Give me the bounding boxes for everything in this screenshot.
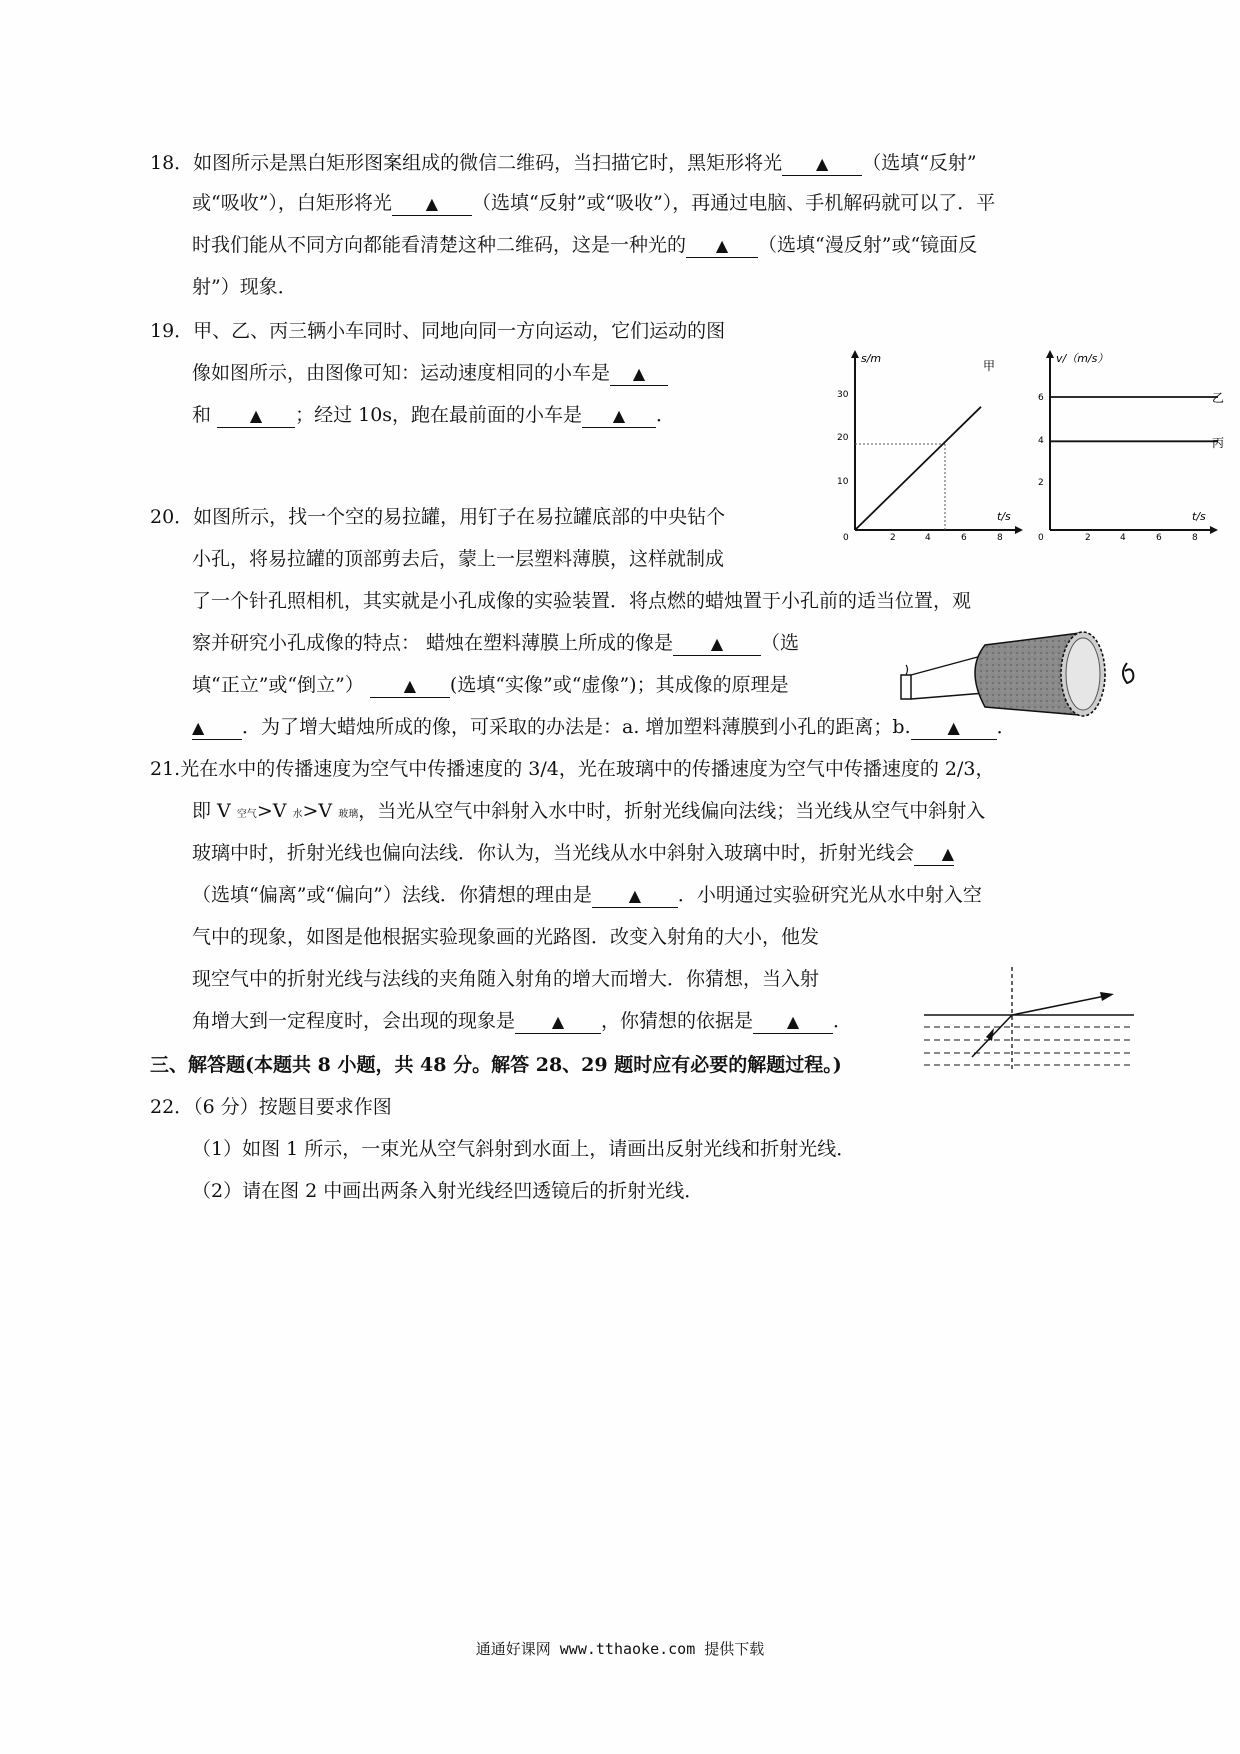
answer-blank[interactable]: ▲ (610, 363, 668, 386)
vt-xtick: 6 (1156, 533, 1162, 543)
series-yi-label: 乙 (1212, 391, 1225, 405)
incident-arrow (986, 1028, 994, 1041)
answer-blank[interactable]: ▲ (370, 675, 450, 698)
light-ray (911, 693, 985, 699)
st-xtick: 4 (925, 533, 931, 543)
vt-ytick: 6 (1038, 393, 1044, 403)
vt-origin: 0 (1038, 533, 1044, 543)
series-jia-label: 甲 (983, 359, 996, 373)
q22-part2: （2）请在图 2 中画出两条入射光线经凹透镜后的折射光线． (192, 1180, 704, 1202)
q21-line4: （选填“偏离”或“偏向”）法线．你猜想的理由是 ▲ ．小明通过实验研究光从水中射入空 (192, 884, 982, 906)
page-footer: 通通好课网 www.tthaoke.com 提供下载 (475, 1640, 765, 1658)
vt-xtick: 2 (1085, 533, 1091, 543)
series-jia-line (855, 407, 981, 530)
light-ray (911, 655, 985, 675)
answer-blank[interactable]: ▲ (753, 1011, 833, 1034)
st-ytick: 20 (837, 433, 849, 443)
st-x-arrow (1015, 526, 1023, 534)
vt-x-arrow (1210, 526, 1218, 534)
candle-icon (901, 665, 911, 699)
q19-line2: 像如图所示，由图像可知：运动速度相同的小车是 ▲ (192, 360, 668, 386)
answer-blank[interactable]: ▲ (686, 235, 758, 258)
answer-blank[interactable]: ▲ (592, 885, 678, 908)
q20-line4: 察并研究小孔成像的特点： 蜡烛在塑料薄膜上所成的像是 ▲ （选 (192, 632, 800, 654)
eye-icon (1123, 663, 1133, 683)
q20-line2: 小孔，将易拉罐的顶部剪去后，蒙上一层塑料薄膜，这样就制成 (192, 548, 725, 570)
refracted-arrow (1100, 992, 1114, 1001)
q22-part1: （1）如图 1 所示，一束光从空气斜射到水面上，请画出反射光线和折射光线． (192, 1138, 856, 1160)
vt-xtick: 8 (1192, 533, 1198, 543)
q22-title: 22．（6 分）按题目要求作图 (150, 1096, 392, 1118)
q18-line3: 时我们能从不同方向都能看清楚这种二维码，这是一种光的 ▲ （选填“漫反射”或“镜面反 (192, 234, 978, 256)
series-bing-label: 丙 (1212, 436, 1225, 450)
q21-line1: 21.光在水中的传播速度为空气中传播速度的 3/4，光在玻璃中的传播速度为空气中传播速度的 2/3， (150, 758, 995, 780)
refracted-ray (1012, 995, 1110, 1015)
section-heading: 三、解答题(本题共 8 小题，共 48 分。解答 28、29 题时应有必要的解题过程。) (150, 1054, 842, 1076)
st-xtick: 2 (890, 533, 896, 543)
vt-chart (1038, 350, 1224, 543)
st-ytick: 10 (837, 477, 849, 487)
q19-line1: 19．甲、乙、丙三辆小车同时、同地向同一方向运动，它们运动的图 (150, 320, 726, 342)
vt-ylabel: v/（m/s） (1056, 352, 1109, 365)
st-xtick: 8 (997, 533, 1003, 543)
refraction-figure (920, 965, 1140, 1075)
st-xlabel: t/s (997, 510, 1011, 523)
q20-line6: ▲ ．为了增大蜡烛所成的像，可采取的办法是：a. 增加塑料薄膜到小孔的距离；b. ▲ ． (192, 716, 1016, 738)
q21-line7: 角增大到一定程度时，会出现的现象是 ▲ ，你猜想的依据是 ▲ ． (192, 1010, 853, 1032)
vt-ytick: 2 (1038, 478, 1044, 488)
q20-line5: 填“正立”或“倒立”） ▲ (选填“实像”或“虚像”)；其成像的原理是 (192, 674, 789, 696)
can-body (975, 632, 1105, 716)
answer-blank[interactable]: ▲ (582, 405, 656, 428)
q21-line2: 即 V 空气>V 水>V 玻璃，当光从空气中斜射入水中时，折射光线偏向法线；当光线从空气中斜射入 (192, 800, 986, 822)
pinhole-camera-figure (895, 615, 1155, 725)
answer-blank[interactable]: ▲ (392, 193, 472, 216)
q18-line1: 18．如图所示是黑白矩形图案组成的微信二维码，当扫描它时，黑矩形将光 ▲ （选填“反射” (150, 152, 977, 174)
q21-line6: 现空气中的折射光线与法线的夹角随入射角的增大而增大．你猜想，当入射 (192, 968, 820, 990)
st-origin: 0 (843, 533, 849, 543)
q20-line3: 了一个针孔照相机，其实就是小孔成像的实验装置．将点燃的蜡烛置于小孔前的适当位置，观 (192, 590, 972, 612)
q18-line2: 或“吸收”），白矩形将光 ▲ （选填“反射”或“吸收”），再通过电脑、手机解码就可以了．平 (192, 192, 996, 214)
st-ylabel: s/m (861, 352, 882, 365)
answer-blank[interactable]: ▲ (914, 843, 954, 866)
st-y-arrow (851, 350, 859, 358)
q18-line4: 射”）现象． (192, 276, 297, 298)
answer-blank[interactable]: ▲ (515, 1011, 601, 1034)
vt-xlabel: t/s (1192, 510, 1206, 523)
q19-line3: 和 ▲ ；经过 10s，跑在最前面的小车是 ▲ ． (192, 404, 676, 426)
answer-blank[interactable]: ▲ (673, 633, 761, 656)
st-xtick: 6 (961, 533, 967, 543)
vt-xtick: 4 (1120, 533, 1126, 543)
q21-line5: 气中的现象，如图是他根据实验现象画的光路图．改变入射角的大小，他发 (192, 926, 820, 948)
q21-line3: 玻璃中时，折射光线也偏向法线．你认为，当光线从水中斜射入玻璃中时，折射光线会 ▲ (192, 842, 955, 864)
answer-blank[interactable]: ▲ (782, 153, 862, 176)
answer-blank[interactable]: ▲ (911, 717, 997, 740)
st-chart (837, 350, 1023, 543)
answer-blank[interactable]: ▲ (192, 717, 242, 740)
st-ytick: 30 (837, 390, 849, 400)
q20-line1: 20．如图所示，找一个空的易拉罐，用钉子在易拉罐底部的中央钻个 (150, 506, 726, 528)
vt-ytick: 4 (1038, 436, 1044, 446)
answer-blank[interactable]: ▲ (217, 405, 295, 428)
q19-charts (835, 350, 1225, 543)
vt-y-arrow (1046, 350, 1054, 358)
